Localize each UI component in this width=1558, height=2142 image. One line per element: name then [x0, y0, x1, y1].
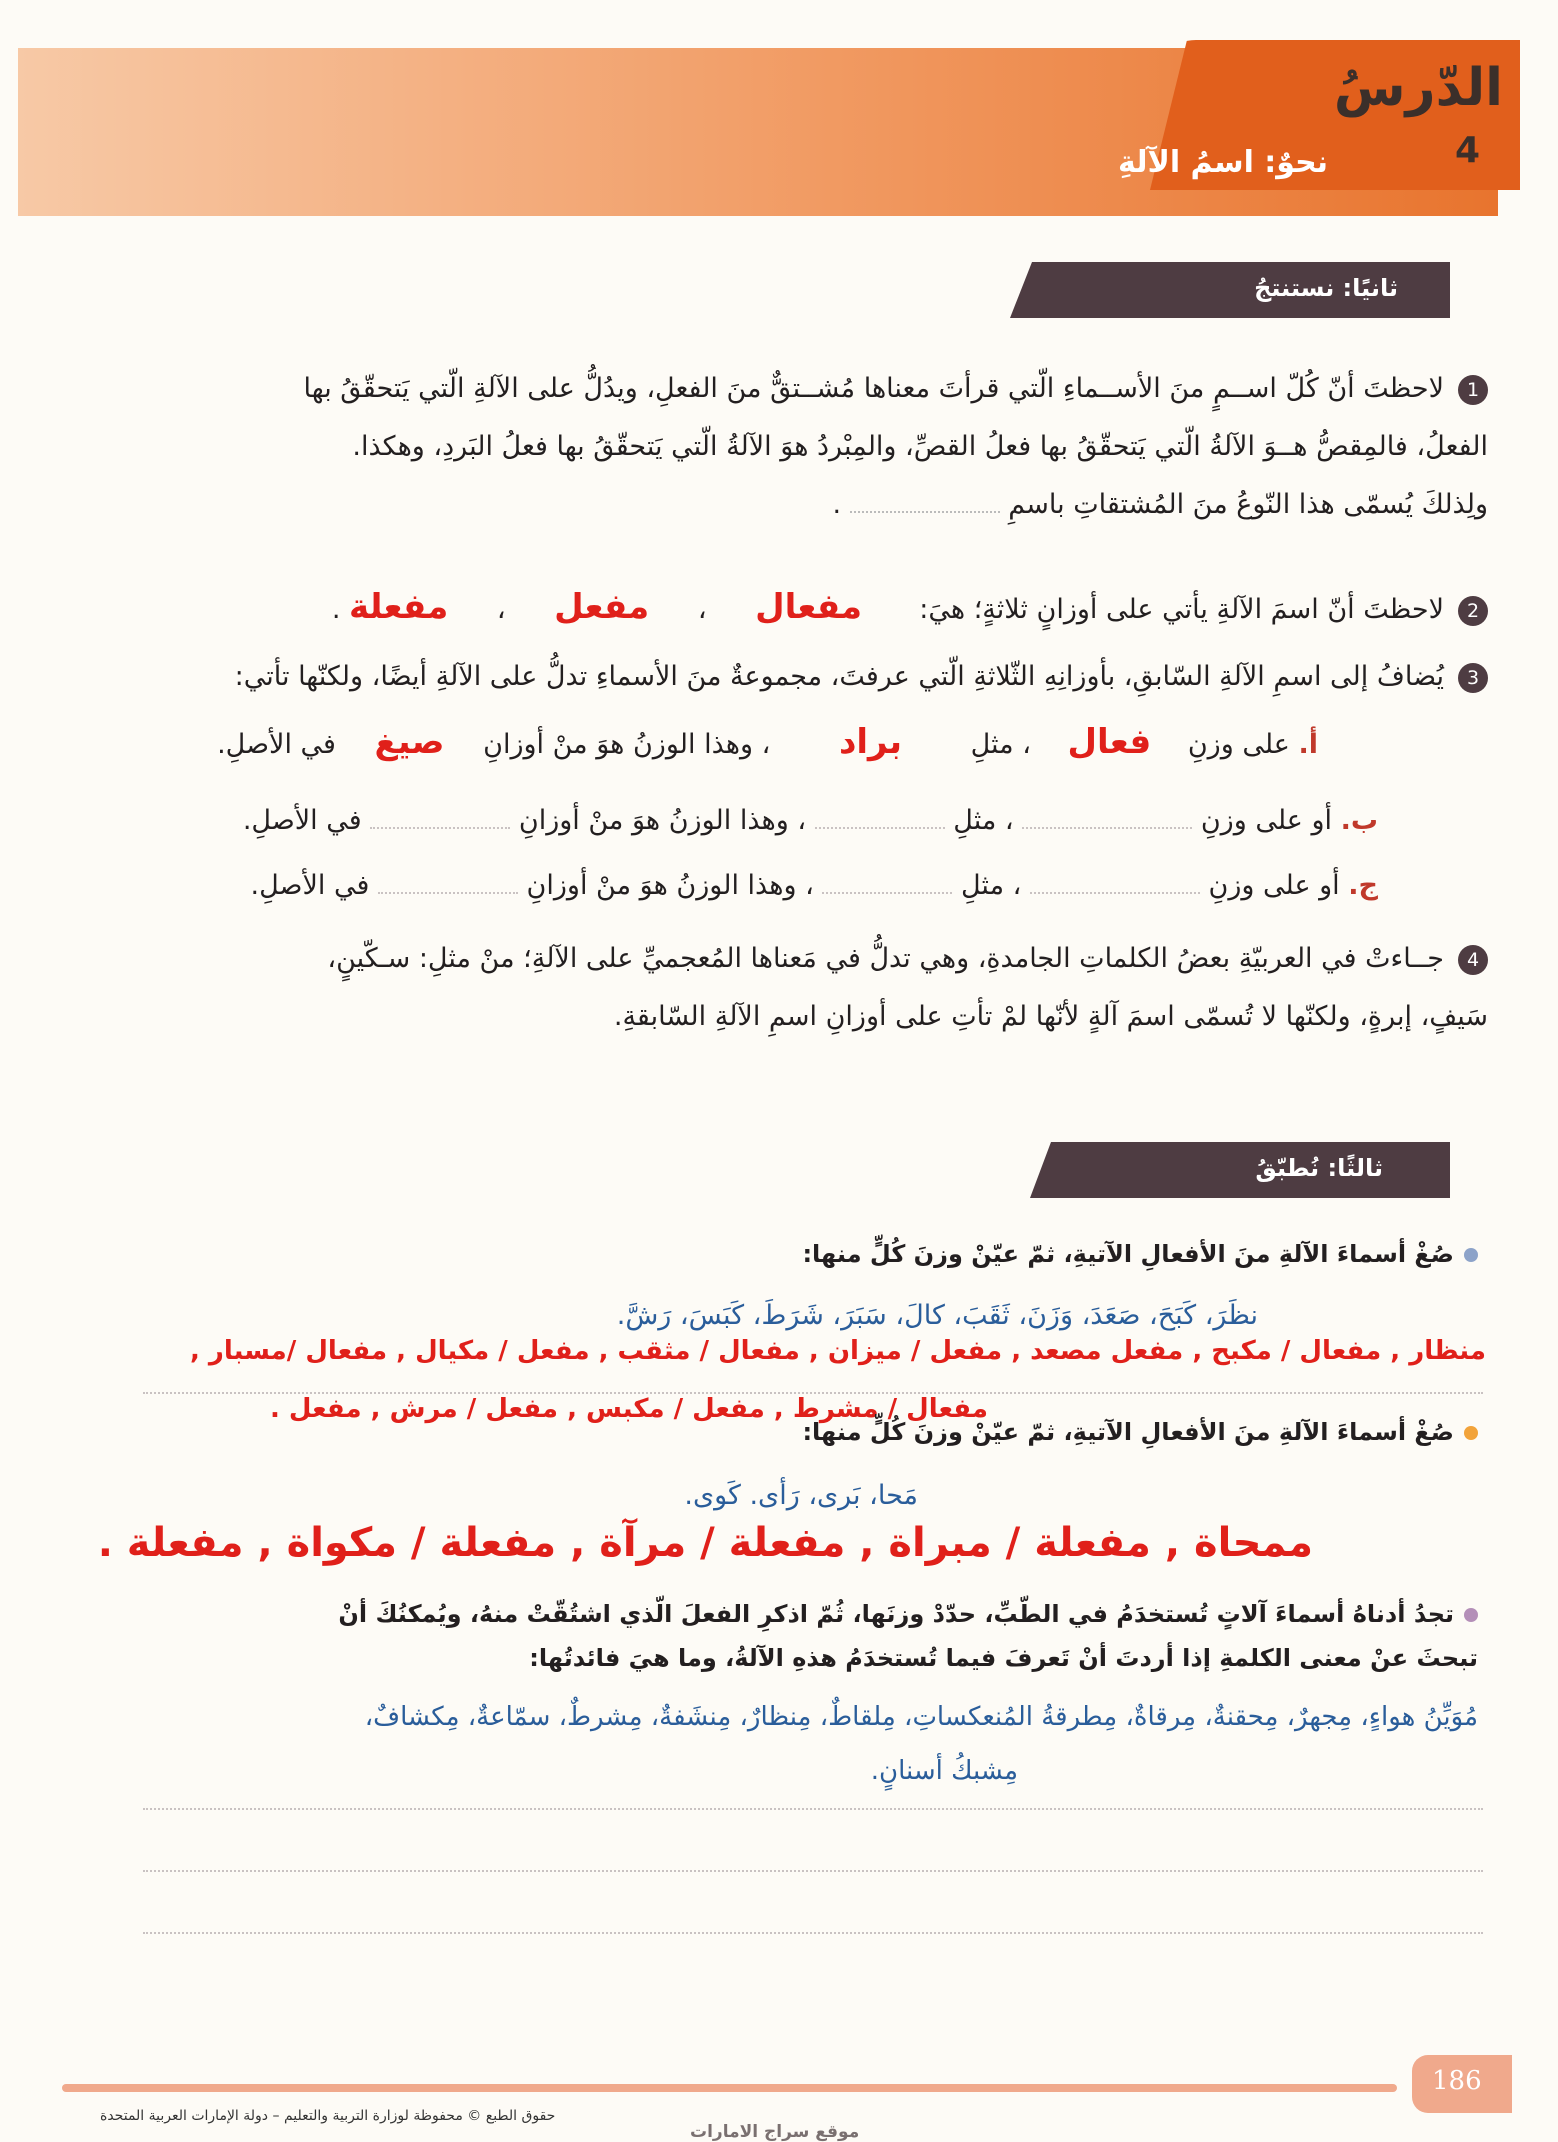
copyright-text: حقوق الطبع © محفوظة لوزارة التربية والتعليم – دولة الإمارات العربية المتحدة [100, 2108, 556, 2124]
question-1-verbs: نظَرَ، كَبَحَ، صَعَدَ، وَزَنَ، ثَقَبَ، كالَ، سَبَرَ، شَرَطَ، كَبَسَ، رَشَّ. [616, 1300, 1258, 1331]
lesson-number: 4 [1454, 130, 1480, 171]
item-2-answer-2: مفعل [554, 587, 650, 627]
item-2-answer-3: مفعلة [349, 587, 449, 627]
row-a-text-4: في الأصلِ. [217, 729, 336, 760]
row-b-blank-2[interactable] [815, 827, 945, 829]
answer-line[interactable] [143, 1808, 1483, 1810]
item-4-line-1: جــاءتْ في العربيّةِ بعضُ الكلماتِ الجامدةِ، وهي تدلُّ في مَعناها المُعجميِّ على الآلةِ؛ منْ مثلِ: سـكّينٍ، [327, 943, 1444, 974]
item-2-text: لاحظتَ أنّ اسمَ الآلةِ يأتي على أوزانٍ ثلاثةٍ؛ هيَ: [919, 594, 1444, 625]
item-4-line-2: سَيفٍ، إبرةٍ، ولكنّها لا تُسمّى اسمَ آلةٍ لأنّها لمْ تأتِ على أوزانِ اسمِ الآلةِ السّابقةِ. [613, 1001, 1488, 1032]
row-c-text-2: ، مثلِ [960, 870, 1022, 901]
section-title-apply: ثالثًا: نُطبّقُ [1255, 1154, 1383, 1182]
row-c-text-1: أو على وزنِ [1208, 870, 1340, 901]
item-1-line-2: الفعلُ، فالمِقصُّ هــوَ الآلةُ الّتي يَتحقّقُ بها فعلُ القصِّ، والمِبْردُ هوَ الآلةُ الّتي يَتحقّقُ بها فعلُ البَردِ، وهكذا. [352, 431, 1488, 462]
row-b-text-2: ، مثلِ [953, 805, 1014, 836]
number-badge-1: 1 [1458, 375, 1488, 405]
question-3-words-line-2: مِشبكُ أسنانٍ. [870, 1756, 1018, 1786]
row-a-answer-origin: صيغ [374, 722, 445, 762]
row-c [251, 870, 1379, 901]
footer-line [62, 2084, 1397, 2092]
row-a-text-1: على وزنِ [1187, 729, 1290, 760]
bullet-icon [1464, 1248, 1478, 1262]
question-2-text: صُغْ أسماءَ الآلةِ منَ الأفعالِ الآتيةِ، ثمّ عيّنْ وزنَ كُلٍّ منها: [802, 1418, 1454, 1446]
row-a-letter: أ. [1298, 729, 1318, 760]
question-3-words-line-1: مُوَيِّنُ هواءٍ، مِجهرٌ، مِحقنةٌ، مِرقاةٌ، مِطرقةُ المُنعكساتِ، مِلقاطٌ، مِنظارٌ، مِنشَفةٌ، مِشرطٌ، سمّاعةٌ، مِكشافٌ، [364, 1702, 1478, 1732]
section-title-conclude: ثانيًا: نستنتجُ [1254, 274, 1398, 302]
bullet-icon [1464, 1426, 1478, 1440]
row-c-text-4: في الأصلِ. [250, 870, 370, 901]
lesson-subtitle: نحوٌ: اسمُ الآلةِ [1118, 145, 1328, 180]
row-a-answer-example: براد [838, 722, 902, 762]
item-1-line-3: ولِذلكَ يُسمّى هذا النّوعُ منَ المُشتقاتِ باسمِ [1008, 489, 1488, 520]
question-2-verbs: مَحا، بَرى، رَأى. كَوى. [684, 1480, 918, 1511]
number-badge-2: 2 [1458, 596, 1488, 626]
row-b-blank-3[interactable] [370, 827, 510, 829]
question-2-answer: ممحاة , مفعلة / مبراة , مفعلة / مرآة , مفعلة / مكواة , مفعلة . [97, 1520, 1313, 1566]
item-1-line-1: لاحظتَ أنّ كُلّ اســمٍ منَ الأســماءِ الّتي قرأتَ معناها مُشــتقٌّ منَ الفعلِ، ويدُلُّ على الآلةِ الّتي يَتحقّقُ بها [303, 373, 1444, 404]
item-2: 2لاحظتَ أنّ اسمَ الآلةِ يأتي على أوزانٍ ثلاثةٍ؛ هيَ: مفعال ، مفعل ، مفعلة . [148, 578, 1488, 639]
item-1-blank[interactable] [850, 511, 1000, 513]
item-2-answer-1: مفعال [755, 587, 863, 627]
answer-line[interactable] [143, 1932, 1483, 1934]
row-a-answer-weight: فعال [1067, 722, 1152, 762]
item-4 [148, 930, 1488, 1046]
item-1: 1لاحظتَ أنّ كُلّ اســمٍ منَ الأســماءِ الّتي قرأتَ معناها مُشــتقٌّ منَ الفعلِ، ويدُلُّ على الآلةِ الّتي يَتحقّقُ بها الفعلُ، فالمِقصُّ هــوَ الآلةُ الّتي يَتحقّقُ بها فعلُ القصِّ، والمِبْردُ هوَ الآلةُ الّتي يَتحقّقُ بها فعلُ البَردِ، وهكذا. ولِذلكَ يُسمّى هذا النّوعُ منَ المُشتقاتِ باسمِ . [303, 373, 1488, 520]
number-badge-3: 3 [1458, 663, 1488, 693]
question-2 [148, 1418, 1478, 1446]
question-1-text: صُغْ أسماءَ الآلةِ منَ الأفعالِ الآتيةِ، ثمّ عيّنْ وزنَ كُلٍّ منها: [802, 1240, 1454, 1268]
row-b-letter: ب. [1340, 805, 1378, 836]
row-b-text-1: أو على وزنِ [1200, 805, 1333, 836]
item-3-text: يُضافُ إلى اسمِ الآلةِ السّابقِ، بأوزانِهِ الثّلاثةِ الّتي عرفتَ، مجموعةٌ منَ الأسماءِ تدلُّ على الآلةِ أيضًا، ولكنّها تأتي: [234, 661, 1444, 692]
row-c-blank-2[interactable] [822, 892, 952, 894]
page-number: 186 [1432, 2066, 1482, 2096]
question-1 [148, 1240, 1478, 1268]
question-3-line-1: تجدُ أدناهُ أسماءَ آلاتٍ تُستخدَمُ في الطّبِّ، حدّدْ وزنَها، ثُمّ اذكرِ الفعلَ الّذي اشتُقّتْ منهُ، ويُمكنُكَ أنْ [338, 1600, 1454, 1628]
bullet-icon [1464, 1608, 1478, 1622]
row-a [217, 722, 1318, 762]
row-b [243, 805, 1378, 836]
row-c-letter: ج. [1348, 870, 1378, 901]
row-c-blank-3[interactable] [378, 892, 518, 894]
row-a-text-3: ، وهذا الوزنُ هوَ منْ أوزانِ [483, 729, 771, 760]
number-badge-4: 4 [1458, 945, 1488, 975]
question-3-words [148, 1690, 1478, 1798]
row-b-text-4: في الأصلِ. [242, 805, 362, 836]
question-1-answer-line-1: منظار , مفعال / مكبح , مفعل مصعد , مفعل / ميزان , مفعال / مثقب , مفعل / مكيال , مفعال /مسبار , [189, 1336, 1486, 1366]
row-c-blank-1[interactable] [1030, 892, 1200, 894]
row-b-blank-1[interactable] [1022, 827, 1192, 829]
row-c-text-3: ، وهذا الوزنُ هوَ منْ أوزانِ [526, 870, 814, 901]
lesson-word: الدّرسُ [1333, 58, 1503, 118]
item-3 [148, 648, 1488, 706]
site-watermark: موقع سراج الامارات [690, 2122, 860, 2142]
answer-line[interactable] [143, 1870, 1483, 1872]
question-1-answer-line-2: مفعال / مشرط , مفعل / مكبس , مفعل / مرش , مفعل . [269, 1394, 988, 1424]
question-3 [148, 1592, 1478, 1680]
question-3-line-2: تبحثَ عنْ معنى الكلمةِ إذا أردتَ أنْ تَعرفَ فيما تُستخدَمُ هذهِ الآلةُ، وما هيَ فائدتُها: [529, 1644, 1478, 1672]
section-bar-apply [1030, 1142, 1450, 1198]
row-a-text-2: ، مثلِ [970, 729, 1031, 760]
row-b-text-3: ، وهذا الوزنُ هوَ منْ أوزانِ [518, 805, 807, 836]
